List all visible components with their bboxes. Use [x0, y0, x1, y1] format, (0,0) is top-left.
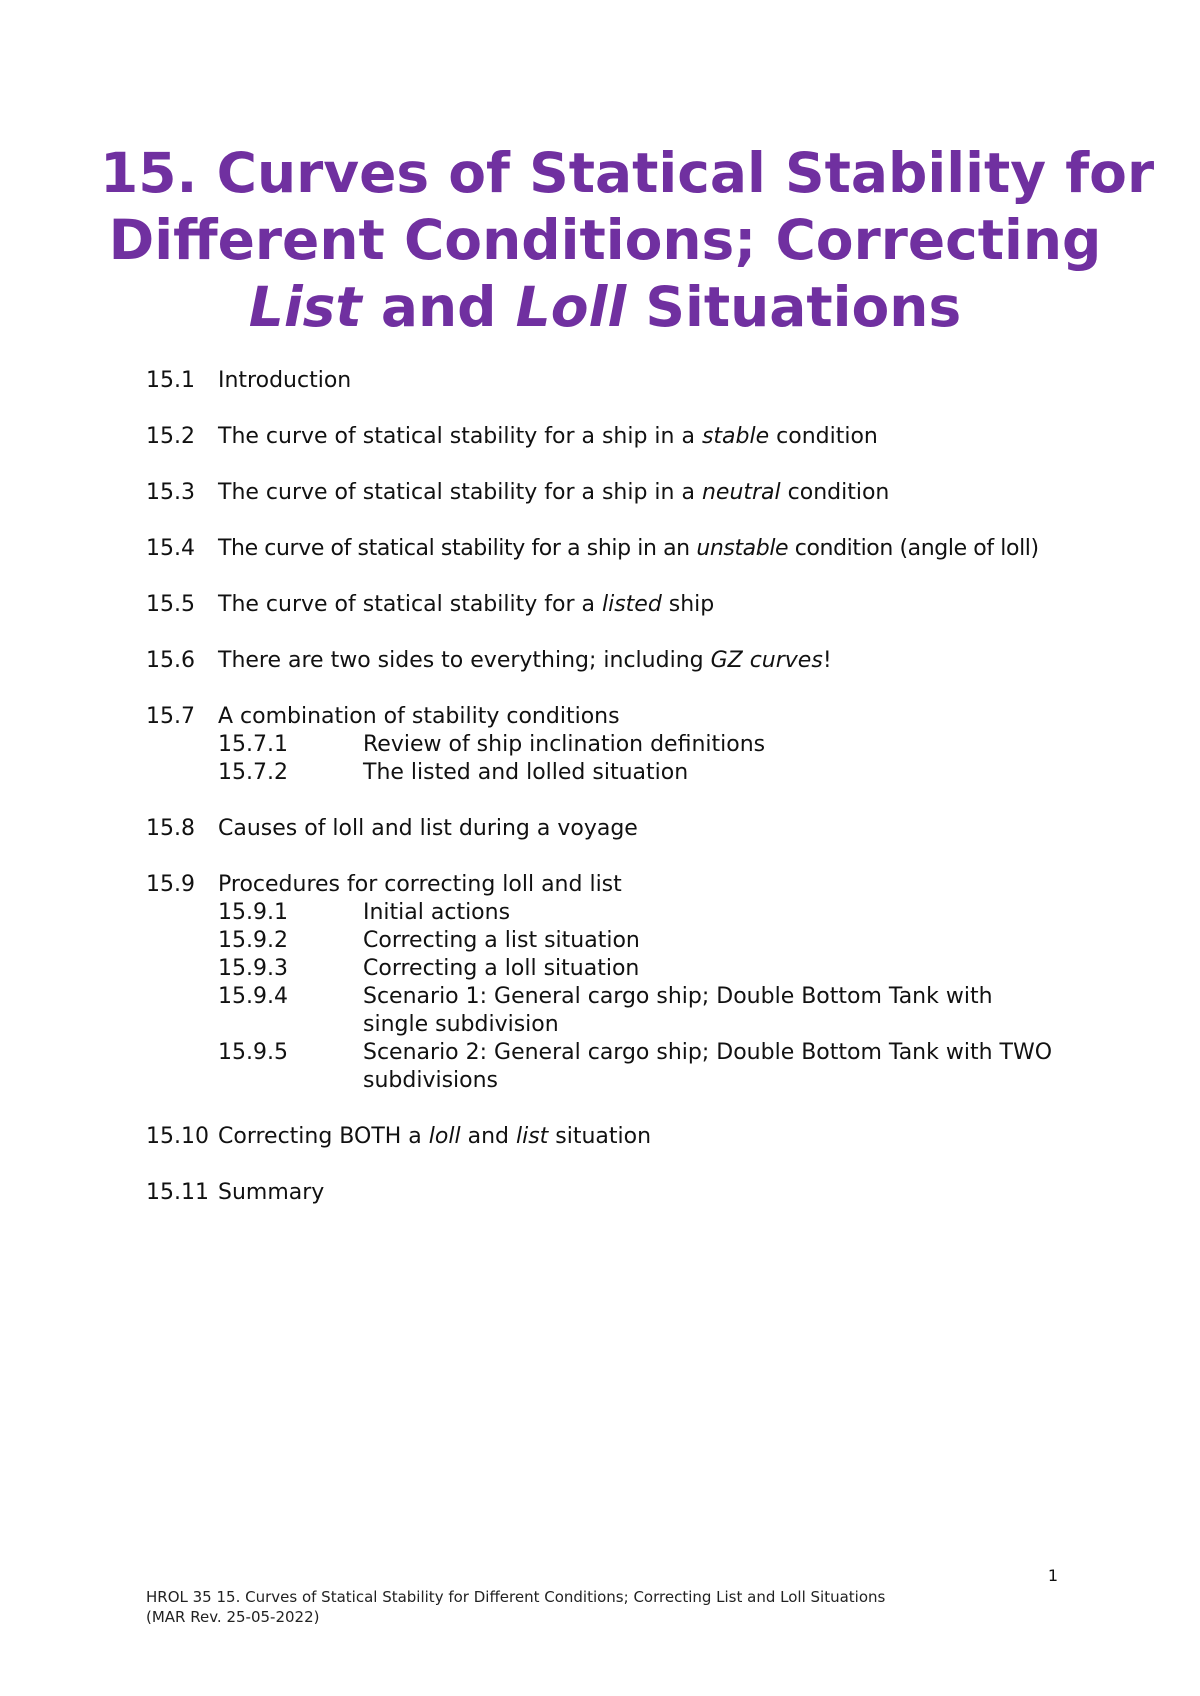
toc-subentry [218, 927, 1096, 955]
toc-number: 15.1 [146, 368, 195, 393]
toc-title: The curve of statical stability for a ship in a stable condition [218, 424, 878, 449]
toc-subentry [218, 955, 1096, 983]
toc-subtitle: Scenario 1: General cargo ship; Double Bottom Tank with single subdivision [363, 984, 993, 1037]
toc-title: The curve of statical stability for a ship in a neutral condition [218, 480, 890, 505]
toc-subentries [218, 899, 1096, 1095]
title-list-word: List [248, 275, 362, 339]
toc-subtitle: Correcting a list situation [363, 928, 640, 953]
toc-title: A combination of stability conditions [218, 704, 620, 729]
title-situations-word: Situations [626, 275, 962, 339]
footer-course-line: HROL 35 15. Curves of Statical Stability for Different Conditions; Correcting List and Loll Situations [146, 1588, 886, 1606]
toc-entry-15-2 [146, 423, 1096, 451]
toc-title: The curve of statical stability for a listed ship [218, 592, 715, 617]
toc-subentry [218, 983, 1096, 1039]
toc-entry-15-7 [146, 703, 1096, 787]
toc-number: 15.4 [146, 536, 195, 561]
toc-entry-15-5 [146, 591, 1096, 619]
toc-subnumber: 15.7.1 [218, 732, 288, 757]
toc-title: Correcting BOTH a loll and list situation [218, 1124, 652, 1149]
toc-subtitle: Initial actions [363, 900, 511, 925]
toc-number: 15.7 [146, 704, 195, 729]
toc-number: 15.8 [146, 816, 195, 841]
title-line-1: 15. Curves of Statical Stability for [100, 141, 1155, 205]
toc-title: Procedures for correcting loll and list [218, 872, 622, 897]
document-title [100, 140, 1155, 341]
toc-subnumber: 15.9.3 [218, 956, 288, 981]
toc-title: The curve of statical stability for a ship in an unstable condition (angle of loll) [218, 536, 1039, 561]
toc-subnumber: 15.9.2 [218, 928, 288, 953]
footer-revision-line: (MAR Rev. 25-05-2022) [146, 1608, 320, 1626]
toc-title: Introduction [218, 368, 352, 393]
toc-subentries [218, 731, 1096, 787]
toc-subnumber: 15.9.4 [218, 984, 288, 1009]
toc-entry-15-4 [146, 535, 1096, 563]
toc-subtitle: The listed and lolled situation [363, 760, 689, 785]
toc-number: 15.11 [146, 1180, 209, 1205]
toc-title: Causes of loll and list during a voyage [218, 816, 638, 841]
toc-entry-15-1 [146, 367, 1096, 395]
toc-title: Summary [218, 1180, 325, 1205]
toc-subentry [218, 731, 1096, 759]
page-footer [146, 1587, 885, 1627]
toc-entry-15-3 [146, 479, 1096, 507]
toc-number: 15.2 [146, 424, 195, 449]
toc-subnumber: 15.9.5 [218, 1040, 288, 1065]
toc-subtitle: Scenario 2: General cargo ship; Double Bottom Tank with TWO subdivisions [363, 1040, 1053, 1093]
toc-entry-15-10 [146, 1123, 1096, 1151]
toc-subtitle: Review of ship inclination definitions [363, 732, 766, 757]
toc-entry-15-8 [146, 815, 1096, 843]
toc-number: 15.10 [146, 1124, 209, 1149]
toc-title: There are two sides to everything; including GZ curves! [218, 648, 832, 673]
title-loll-word: Loll [515, 275, 627, 339]
title-line-2: Different Conditions; Correcting [108, 208, 1102, 272]
toc-subentry [218, 759, 1096, 787]
toc-number: 15.6 [146, 648, 195, 673]
toc-entry-15-9 [146, 871, 1096, 1095]
toc-subentry [218, 899, 1096, 927]
table-of-contents [146, 367, 1096, 1235]
toc-entry-15-11 [146, 1179, 1096, 1207]
toc-entry-15-6 [146, 647, 1096, 675]
page-number: 1 [1047, 1566, 1058, 1585]
toc-number: 15.5 [146, 592, 195, 617]
toc-subtitle: Correcting a loll situation [363, 956, 640, 981]
title-and-word: and [361, 275, 516, 339]
toc-subnumber: 15.9.1 [218, 900, 288, 925]
toc-subnumber: 15.7.2 [218, 760, 288, 785]
toc-number: 15.3 [146, 480, 195, 505]
toc-number: 15.9 [146, 872, 195, 897]
title-line-3 [100, 274, 1110, 341]
toc-subentry [218, 1039, 1096, 1095]
